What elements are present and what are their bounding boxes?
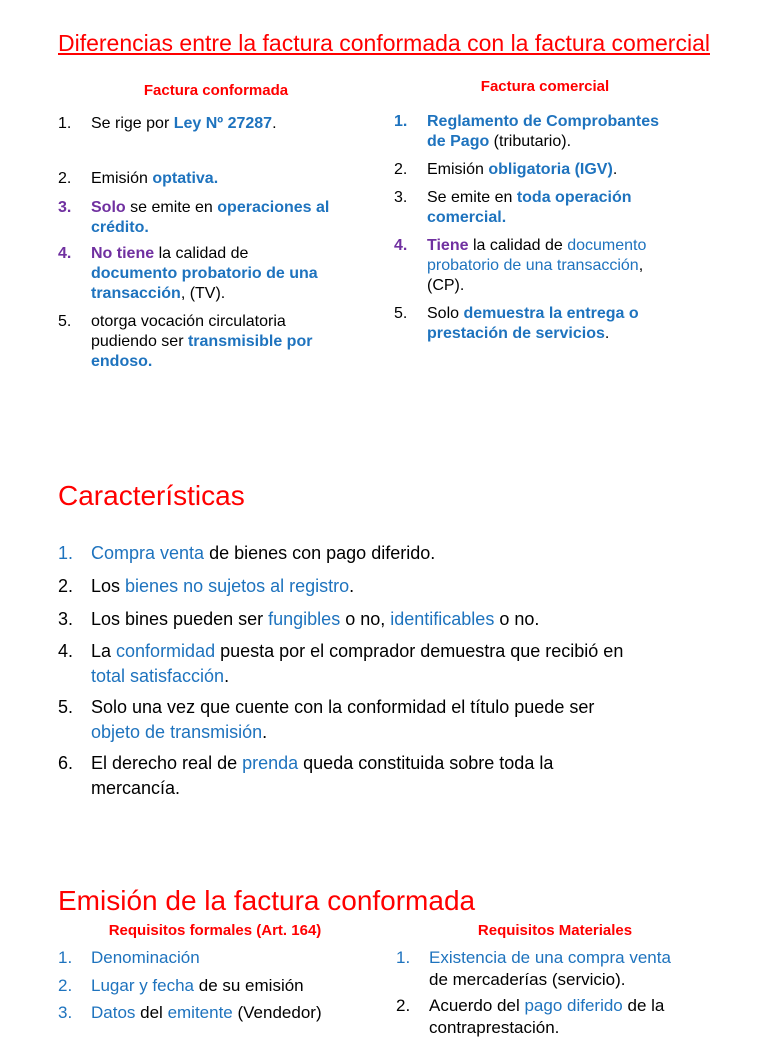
page-title: Diferencias entre la factura conformada con la factura comercial [58, 30, 710, 56]
right-column-list: 1. Reglamento de Comprobantes de Pago (tributario). 2. Emisión obligatoria (IGV). 3. Se emite en toda operación comercial. 4. Tiene la calidad de documento probatorio de una transacción, (CP). 5. Solo demuestra la entrega o prestación de servicios. [394, 113, 660, 342]
left-column-heading: Factura conformada [143, 82, 289, 99]
requisitos-formales-list: 1. Denominación 2. Lugar y fecha de su emisión 3. Datos del emitente (Vendedor) [58, 948, 322, 1022]
caracteristicas-heading: Características [58, 480, 245, 511]
requisitos-materiales-list: 1. Existencia de una compra venta de mercaderías (servicio). 2. Acuerdo del pago diferido de la contraprestación. [396, 948, 671, 1037]
requisitos-formales-heading: Requisitos formales (Art. 164) [108, 922, 322, 939]
left-column-list: 1. Se rige por Ley Nº 27287. 2. Emisión optativa. 3. Solo se emite en operaciones al crédito. 4. No tiene la calidad de documento probatorio de una transacción, (TV). 5. otorga vocación circulatoria pudiendo ser transmisible por endoso. [58, 115, 330, 370]
caracteristicas-list: 1. Compra venta de bienes con pago diferido. 2. Los bienes no sujetos al registro. 3. Los bines pueden ser fungibles o no, identificables o no. 4. La conformidad puesta por el comprador demuestra que recibió en total satisfacción. 5. Solo una vez que cuente con la conformidad el título puede ser objeto de transmisión. 6. El derecho real de prenda queda constituida sobre toda la mercancía. [58, 543, 624, 798]
emision-heading: Emisión de la factura conformada [58, 885, 476, 916]
right-column-heading: Factura comercial [480, 78, 610, 95]
requisitos-materiales-heading: Requisitos Materiales [477, 922, 633, 939]
